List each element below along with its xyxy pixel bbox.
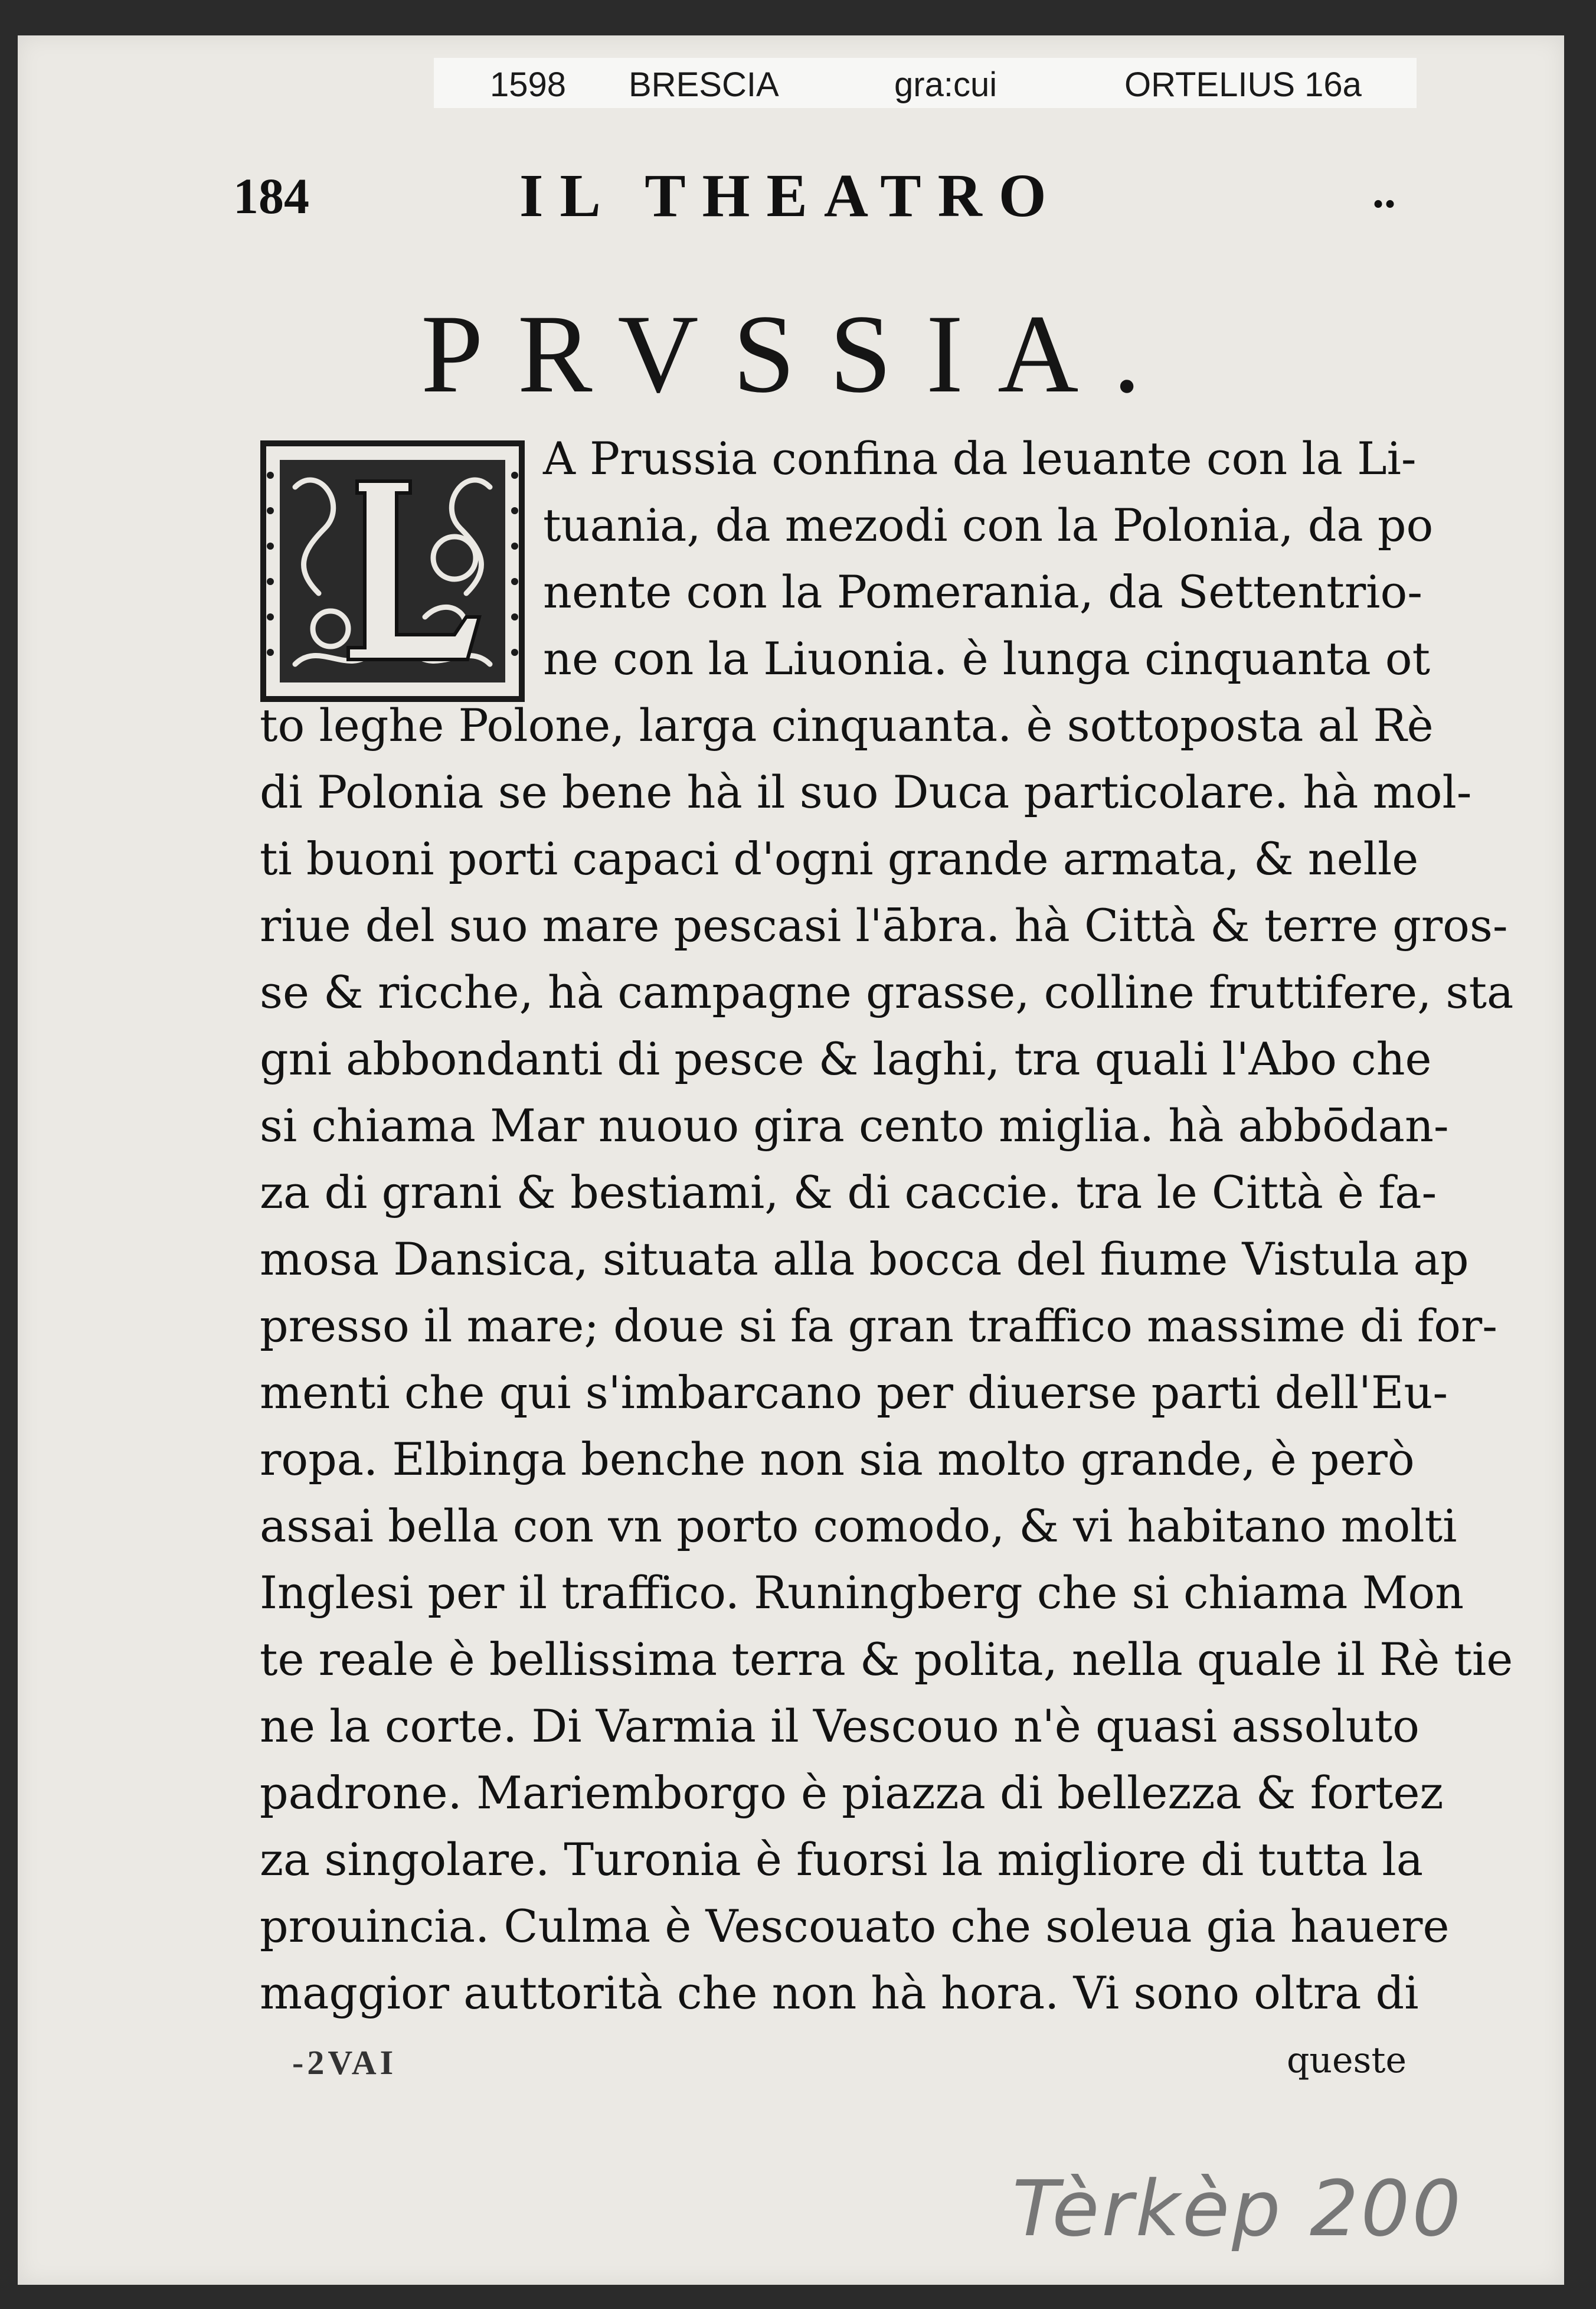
text-line: Inglesi per il traffico. Runingberg che si chiama Mon [260,1566,1464,1619]
label-code: gra:cui [894,66,997,104]
text-line: nente con la Pomerania, da Settentrio- [543,566,1422,618]
head-ornament: .. [1372,166,1396,218]
page-title: PRVSSIA. [421,292,1175,416]
text-line: to leghe Polone, larga cinquanta. è sottoposta al Rè [260,699,1434,752]
text-line: mosa Dansica, situata alla bocca del fiume Vistula ap [260,1233,1469,1285]
text-line: menti che qui s'imbarcano per diuerse parti dell'Eu- [260,1366,1448,1419]
text-line: za singolare. Turonia è fuorsi la migliore di tutta la [260,1833,1424,1886]
text-line: gni abbondanti di pesce & laghi, tra quali l'Abo che [260,1033,1432,1085]
text-line: tuania, da mezodi con la Polonia, da po [543,499,1434,551]
text-line: prouincia. Culma è Vescouato che soleua gia hauere [260,1900,1450,1952]
text-line: se & ricche, hà campagne grasse, colline fruttifere, sta [260,966,1514,1018]
text-line: za di grani & bestiami, & di caccie. tra le Città è fa- [260,1166,1437,1219]
signature-mark: -2VAI [292,2043,397,2082]
text-line: riue del suo mare pescasi l'ābra. hà Città & terre gros- [260,899,1508,952]
text-line: assai bella con vn porto comodo, & vi habitano molti [260,1500,1457,1552]
text-line: presso il mare; doue si fa gran traffico massime di for- [260,1299,1497,1352]
label-year: 1598 [490,66,567,104]
text-line: te reale è bellissima terra & polita, nella quale il Rè tie [260,1633,1513,1686]
running-head: IL THEATRO [519,162,1063,230]
text-line: ne con la Liuonia. è lunga cinquanta ot [543,632,1431,685]
catalog-label-strip [434,58,1417,108]
label-city: BRESCIA [629,66,779,104]
text-line: maggior auttorità che non hà hora. Vi sono oltra di [260,1967,1419,2019]
body-text [260,425,1514,2026]
text-line: A Prussia confina da leuante con la Li- [543,432,1417,485]
label-reference: ORTELIUS 16a [1124,66,1362,104]
text-line: ne la corte. Di Varmia il Vescouo n'è quasi assoluto [260,1700,1420,1752]
text-line: ropa. Elbinga benche non sia molto grande, è però [260,1433,1415,1485]
text-line: padrone. Mariemborgo è piazza di bellezza & fortez [260,1766,1444,1819]
page-header [0,155,1596,237]
text-line: si chiama Mar nuouo gira cento miglia. hà abbōdan- [260,1099,1449,1152]
handwritten-note: Tèrkèp 200 [1012,2164,1464,2254]
catchword: queste [1287,2040,1407,2081]
text-line: di Polonia se bene hà il suo Duca particolare. hà mol- [260,766,1472,818]
page-number: 184 [233,168,309,224]
text-line: ti buoni porti capaci d'ogni grande armata, & nelle [260,832,1419,885]
